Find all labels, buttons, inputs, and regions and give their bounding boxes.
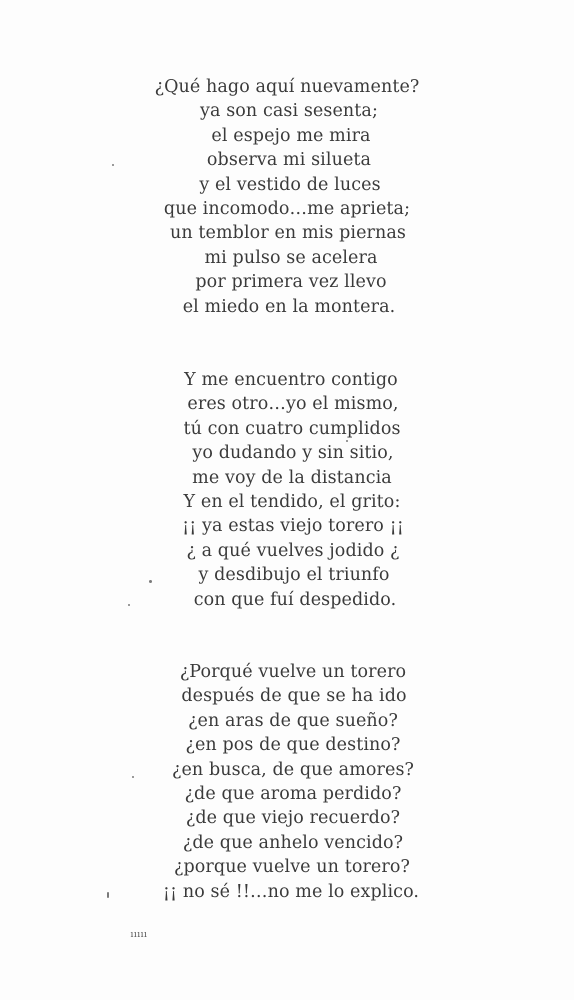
poem-line: ¿de que viejo recuerdo? — [185, 808, 401, 829]
poem-line: ¡¡ no sé !!…no me lo explico. — [162, 881, 420, 902]
poem-line: ¡¡ ya estas viejo torero ¡¡ — [182, 516, 404, 537]
poem-line: ¿en busca, de que amores? — [171, 759, 415, 780]
poem-line: tú con cuatro cumplidos — [183, 418, 401, 439]
poem-line: el miedo en la montera. — [182, 296, 396, 317]
poem-line: y el vestido de luces — [199, 174, 381, 195]
poem-line: ¿porque vuelve un torero? — [174, 857, 410, 878]
poem-line: observa mi silueta — [206, 150, 372, 171]
poem-line: por primera vez llevo — [195, 272, 387, 293]
poem-line: yo dudando y sin sitio, — [192, 443, 394, 464]
poem-line: Y en el tendido, el grito: — [183, 491, 401, 512]
scan-speck — [132, 776, 134, 778]
scan-speck — [107, 892, 109, 898]
poem-line: con que fuí despedido. — [193, 589, 397, 610]
stanza-1 — [0, 75, 574, 319]
poem-line: me voy de la distancia — [192, 467, 392, 488]
poem-line: que incomodo…me aprieta; — [163, 198, 411, 219]
page-folio-mark: ııııı — [130, 930, 148, 940]
poem-line: eres otro…yo el mismo, — [187, 394, 399, 415]
poem-line: ¿Porqué vuelve un torero — [179, 662, 407, 682]
scan-speck — [112, 164, 114, 166]
stanza-3 — [0, 660, 574, 904]
poem-line: ¿Qué hago aquí nuevamente? — [154, 77, 420, 97]
poem-line: después de que se ha ido — [181, 686, 407, 707]
poem-line: Y me encuentro contigo — [184, 370, 398, 390]
poem-line: un temblor en mis piernas — [170, 223, 406, 244]
poem-line: ¿en aras de que sueño? — [188, 710, 398, 731]
stanza-2 — [0, 368, 574, 612]
scan-speck — [149, 580, 152, 583]
poem-line: mi pulso se acelera — [204, 247, 378, 268]
poem-line: y desdibujo el triunfo — [198, 565, 390, 586]
poem-line: ¿de que aroma perdido? — [184, 783, 402, 804]
poem-line: ¿de que anhelo vencido? — [182, 832, 404, 853]
poem-line: el espejo me mira — [211, 125, 371, 146]
poem-line: ya son casi sesenta; — [200, 101, 378, 122]
poem-line: ¿en pos de que destino? — [185, 735, 401, 756]
scan-speck — [346, 440, 348, 442]
scan-speck — [128, 604, 130, 606]
poem-line: ¿ a qué vuelves jodido ¿ — [186, 540, 400, 561]
